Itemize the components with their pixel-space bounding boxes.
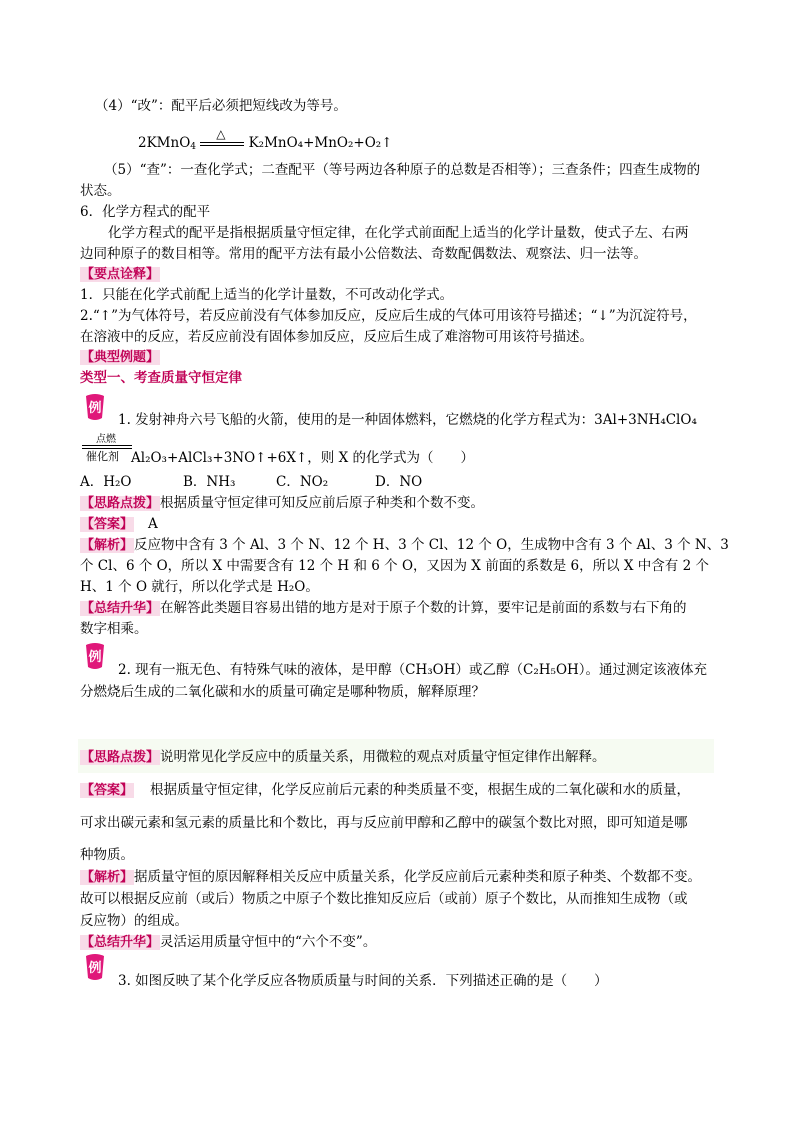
q1-analysis-line2: 个 Cl、6 个 O，所以 X 中需要含有 12 个 H 和 6 个 O，又因为 X 前面的系数是 6，所以 X 中含有 2 个 (80, 558, 709, 574)
q1-analysis-line1: 反应物中含有 3 个 Al、3 个 N、12 个 H、3 个 Cl、12 个 O，生成物中含有 3 个 Al、3 个 N、3 (134, 537, 729, 553)
q1-hint-label: 【思路点拨】 (81, 496, 160, 511)
q1-eq-right: Al₂O₃+AlCl₃+3NO↑+6X↑，则 X 的化学式为（ ） (131, 450, 475, 466)
step4-text: （4）“改”：配平后必须把短线改为等号。 (95, 98, 347, 114)
eq1-left-sub: 4 (190, 142, 196, 152)
q3-stem: 3. 如图反映了某个化学反应各物质质量与时间的关系．下列描述正确的是（ ） (118, 973, 608, 989)
q1-summary-line1: 在解答此类题目容易出错的地方是对于原子个数的计算，要牢记是前面的系数与右下角的 (160, 600, 687, 616)
q1-hint: 根据质量守恒定律可知反应前后原子种类和个数不变。 (160, 495, 485, 511)
q2-hint-label: 【思路点拨】 (81, 750, 160, 765)
item6-line2: 边同种原子的数目相等。常用的配平方法有最小公倍数法、奇数配偶数法、观察法、归一法等。 (80, 246, 647, 262)
type1-title: 类型一、考查质量守恒定律 (80, 370, 242, 386)
example-badge-icon-2 (84, 641, 106, 671)
q2-answer-label: 【答案】 (81, 783, 134, 798)
q2-stem-line1: 2. 现有一瓶无色、有特殊气味的液体，是甲醇（CH₃OH）或乙醇（C₂H₅OH）。通过测定该液体充 (118, 662, 708, 678)
badge-char: 例 (88, 961, 102, 976)
q1-stem: 1. 发射神舟六号飞船的火箭，使用的是一种固体燃料，它燃烧的化学方程式为：3Al+3NH₄ClO₄ (118, 412, 697, 428)
q1-equals-sign (80, 432, 136, 464)
q1-analysis-label: 【解析】 (81, 538, 134, 553)
eq1-right: K₂MnO₄+MnO₂+O₂↑ (248, 135, 393, 151)
q1-option-c: C．NO₂ (276, 474, 329, 490)
keypoints-p2-line2: 在溶液中的反应，若反应前没有固体参加反应，反应后生成了难溶物可用该符号描述。 (80, 329, 593, 345)
badge-char: 例 (88, 401, 102, 416)
q2-analysis-line2: 故可以根据反应前（或后）物质之中原子个数比推知反应后（或前）原子个数比，从而推知生成物（或 (80, 891, 688, 907)
equation-kmno4 (138, 126, 393, 153)
eq1-left: 2KMnO (138, 135, 191, 151)
q2-summary: 灵活运用质量守恒中的“六个不变”。 (160, 934, 377, 950)
q2-stem-line2: 分燃烧后生成的二氧化碳和水的质量可确定是哪种物质，解释原理？ (80, 684, 485, 700)
step5-line2: 状态。 (80, 183, 121, 199)
q1-cond-bottom: 催化剂 (86, 450, 119, 463)
item6-line1: 化学方程式的配平是指根据质量守恒定律，在化学式前面配上适当的化学计量数，使式子左、右两 (108, 225, 689, 241)
q2-analysis-line1: 据质量守恒的原因解释相关反应中质量关系，化学反应前后元素种类和原子种类、个数都不变。 (134, 869, 702, 885)
examples-label: 【典型例题】 (81, 350, 160, 365)
q1-option-b: B．NH₃ (183, 474, 236, 490)
badge-char: 例 (88, 650, 102, 665)
q2-analysis-label: 【解析】 (81, 870, 134, 885)
q1-option-a: A．H₂O (80, 474, 132, 490)
eq1-equals-sign (200, 126, 244, 151)
q1-answer-label: 【答案】 (81, 517, 134, 532)
q2-answer-line3: 种物质。 (80, 847, 134, 863)
keypoints-p1: 1．只能在化学式前配上适当的化学计量数，不可改动化学式。 (80, 287, 454, 303)
q1-summary-label: 【总结升华】 (81, 601, 160, 616)
q1-option-d: D．NO (375, 474, 423, 490)
keypoints-p2-line1: 2.“↑”为气体符号，若反应前没有气体参加反应，反应后生成的气体可用该符号描述；“↓”为沉淀符号， (80, 308, 697, 324)
example-badge-icon-1 (84, 392, 106, 422)
q2-analysis-line3: 反应物）的组成。 (80, 913, 188, 929)
q1-analysis-line3: H、1 个 O 就行，所以化学式是 H₂O。 (80, 579, 319, 595)
eq1-condition: △ (216, 126, 226, 141)
q1-summary-line2: 数字相乘。 (80, 621, 148, 637)
q1-answer: A (148, 516, 158, 532)
keypoints-label: 【要点诠释】 (81, 267, 160, 282)
item6-title: 6．化学方程式的配平 (80, 204, 211, 220)
example-badge-icon-3 (84, 952, 106, 982)
step5-line1: （5）“查”：一查化学式；二查配平（等号两边各种原子的总数是否相等）；三查条件；四查生成物的 (104, 162, 701, 178)
q1-cond-top: 点燃 (96, 434, 116, 445)
q2-hint: 说明常见化学反应中的质量关系，用微粒的观点对质量守恒定律作出解释。 (160, 749, 606, 765)
q2-answer-line1: 根据质量守恒定律，化学反应前后元素的种类质量不变，根据生成的二氧化碳和水的质量， (150, 782, 691, 798)
q2-summary-label: 【总结升华】 (81, 935, 160, 950)
q2-answer-line2: 可求出碳元素和氢元素的质量比和个数比，再与反应前甲醇和乙醇中的碳氢个数比对照，即可知道是哪 (80, 815, 688, 831)
